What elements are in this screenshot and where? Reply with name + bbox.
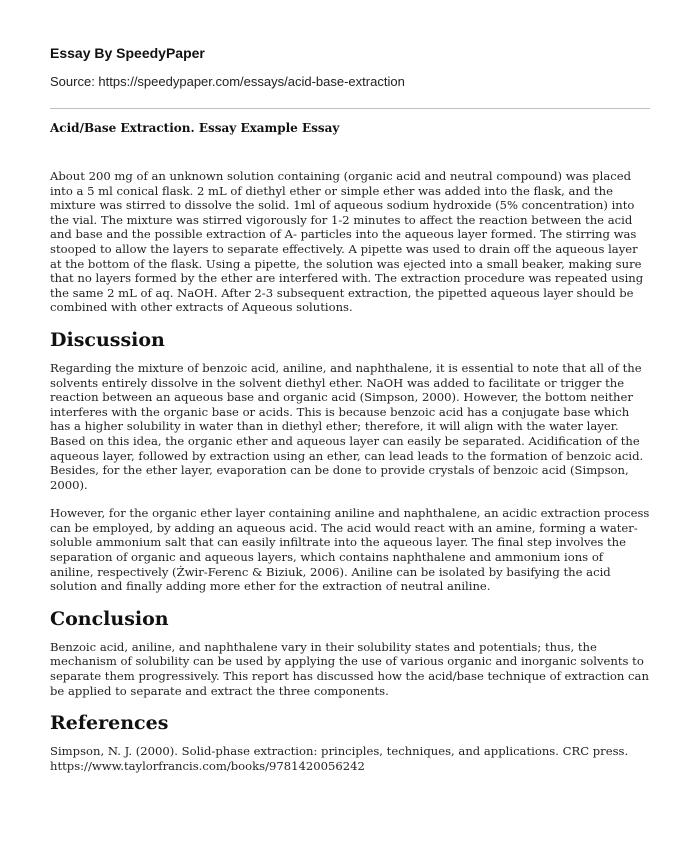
site-brand: Essay By SpeedyPaper (50, 45, 205, 61)
document-title: Acid/Base Extraction. Essay Example Essay (50, 121, 340, 135)
conclusion-heading: Conclusion (50, 607, 169, 630)
reference-citation: Simpson, N. J. (2000). Solid-phase extraction: principles, techniques, and applications. CRC press. (50, 744, 629, 759)
discussion-paragraph-2: However, for the organic ether layer containing aniline and naphthalene, an acidic extraction process can be employed, by adding an aqueous acid. The acid would react with an amine, forming a water-soluble ammonium salt that can easily infiltrate into the aqueous layer. The final step involves the separation of organic and aqueous layers, which contains naphthalene and ammonium ions of aniline, respectively (Żwir-Ferenc & Biziuk, 2006). Aniline can be isolated by basifying the acid solution and finally adding more ether for the extraction of neutral aniline. (50, 506, 650, 594)
conclusion-paragraph: Benzoic acid, aniline, and naphthalene vary in their solubility states and potentials; thus, the mechanism of solubility can be used by applying the use of various organic and inorganic solvents to separate them progressively. This report has discussed how the acid/base technique of extraction can be applied to separate and extract the three components. (50, 639, 649, 698)
references-list (50, 744, 650, 773)
essay-body (50, 169, 650, 773)
references-heading: References (50, 712, 169, 735)
discussion-paragraph-1: Regarding the mixture of benzoic acid, aniline, and naphthalene, it is essential to note that all of the solvents entirely dissolve in the solvent diethyl ether. NaOH was added to facilitate or trigger the reaction between an aqueous base and organic acid (Simpson, 2000). However, the bottom neither interferes with the organic base or acids. This is because benzoic acid has a conjugate base which has a higher solubility in water than in diethyl ether; therefore, it will align with the water layer. Based on this idea, the organic ether and aqueous layer can easily be separated. Acidification of the aqueous layer, followed by extraction using an ether, can lead leads to the formation of benzoic acid. Besides, for the ether layer, evaporation can be done to provide crystals of benzoic acid (Simpson, 2000). (50, 360, 644, 492)
source-line: Source: https://speedypaper.com/essays/acid-base-extraction (50, 74, 405, 89)
reference-url: https://www.taylorfrancis.com/books/9781420056242 (50, 758, 365, 773)
header-divider (50, 108, 650, 109)
discussion-heading: Discussion (50, 328, 165, 351)
intro-paragraph: About 200 mg of an unknown solution containing (organic acid and neutral compound) was placed into a 5 ml conical flask. 2 mL of diethyl ether or simple ether was added into the flask, and the mixture was stirred to dissolve the solid. 1ml of aqueous sodium hydroxide (5% concentration) into the vial. The mixture was stirred vigorously for 1-2 minutes to affect the reaction between the acid and base and the possible extraction of A- particles into the aqueous layer formed. The stirring was stooped to allow the layers to separate effectively. A pipette was used to drain off the aqueous layer at the bottom of the flask. Using a pipette, the solution was ejected into a small beaker, making sure that no layers formed by the ether are interfered with. The extraction procedure was repeated using the same 2 mL of aq. NaOH. After 2-3 subsequent extraction, the pipetted aqueous layer should be combined with other extracts of Aqueous solutions. (50, 169, 644, 315)
